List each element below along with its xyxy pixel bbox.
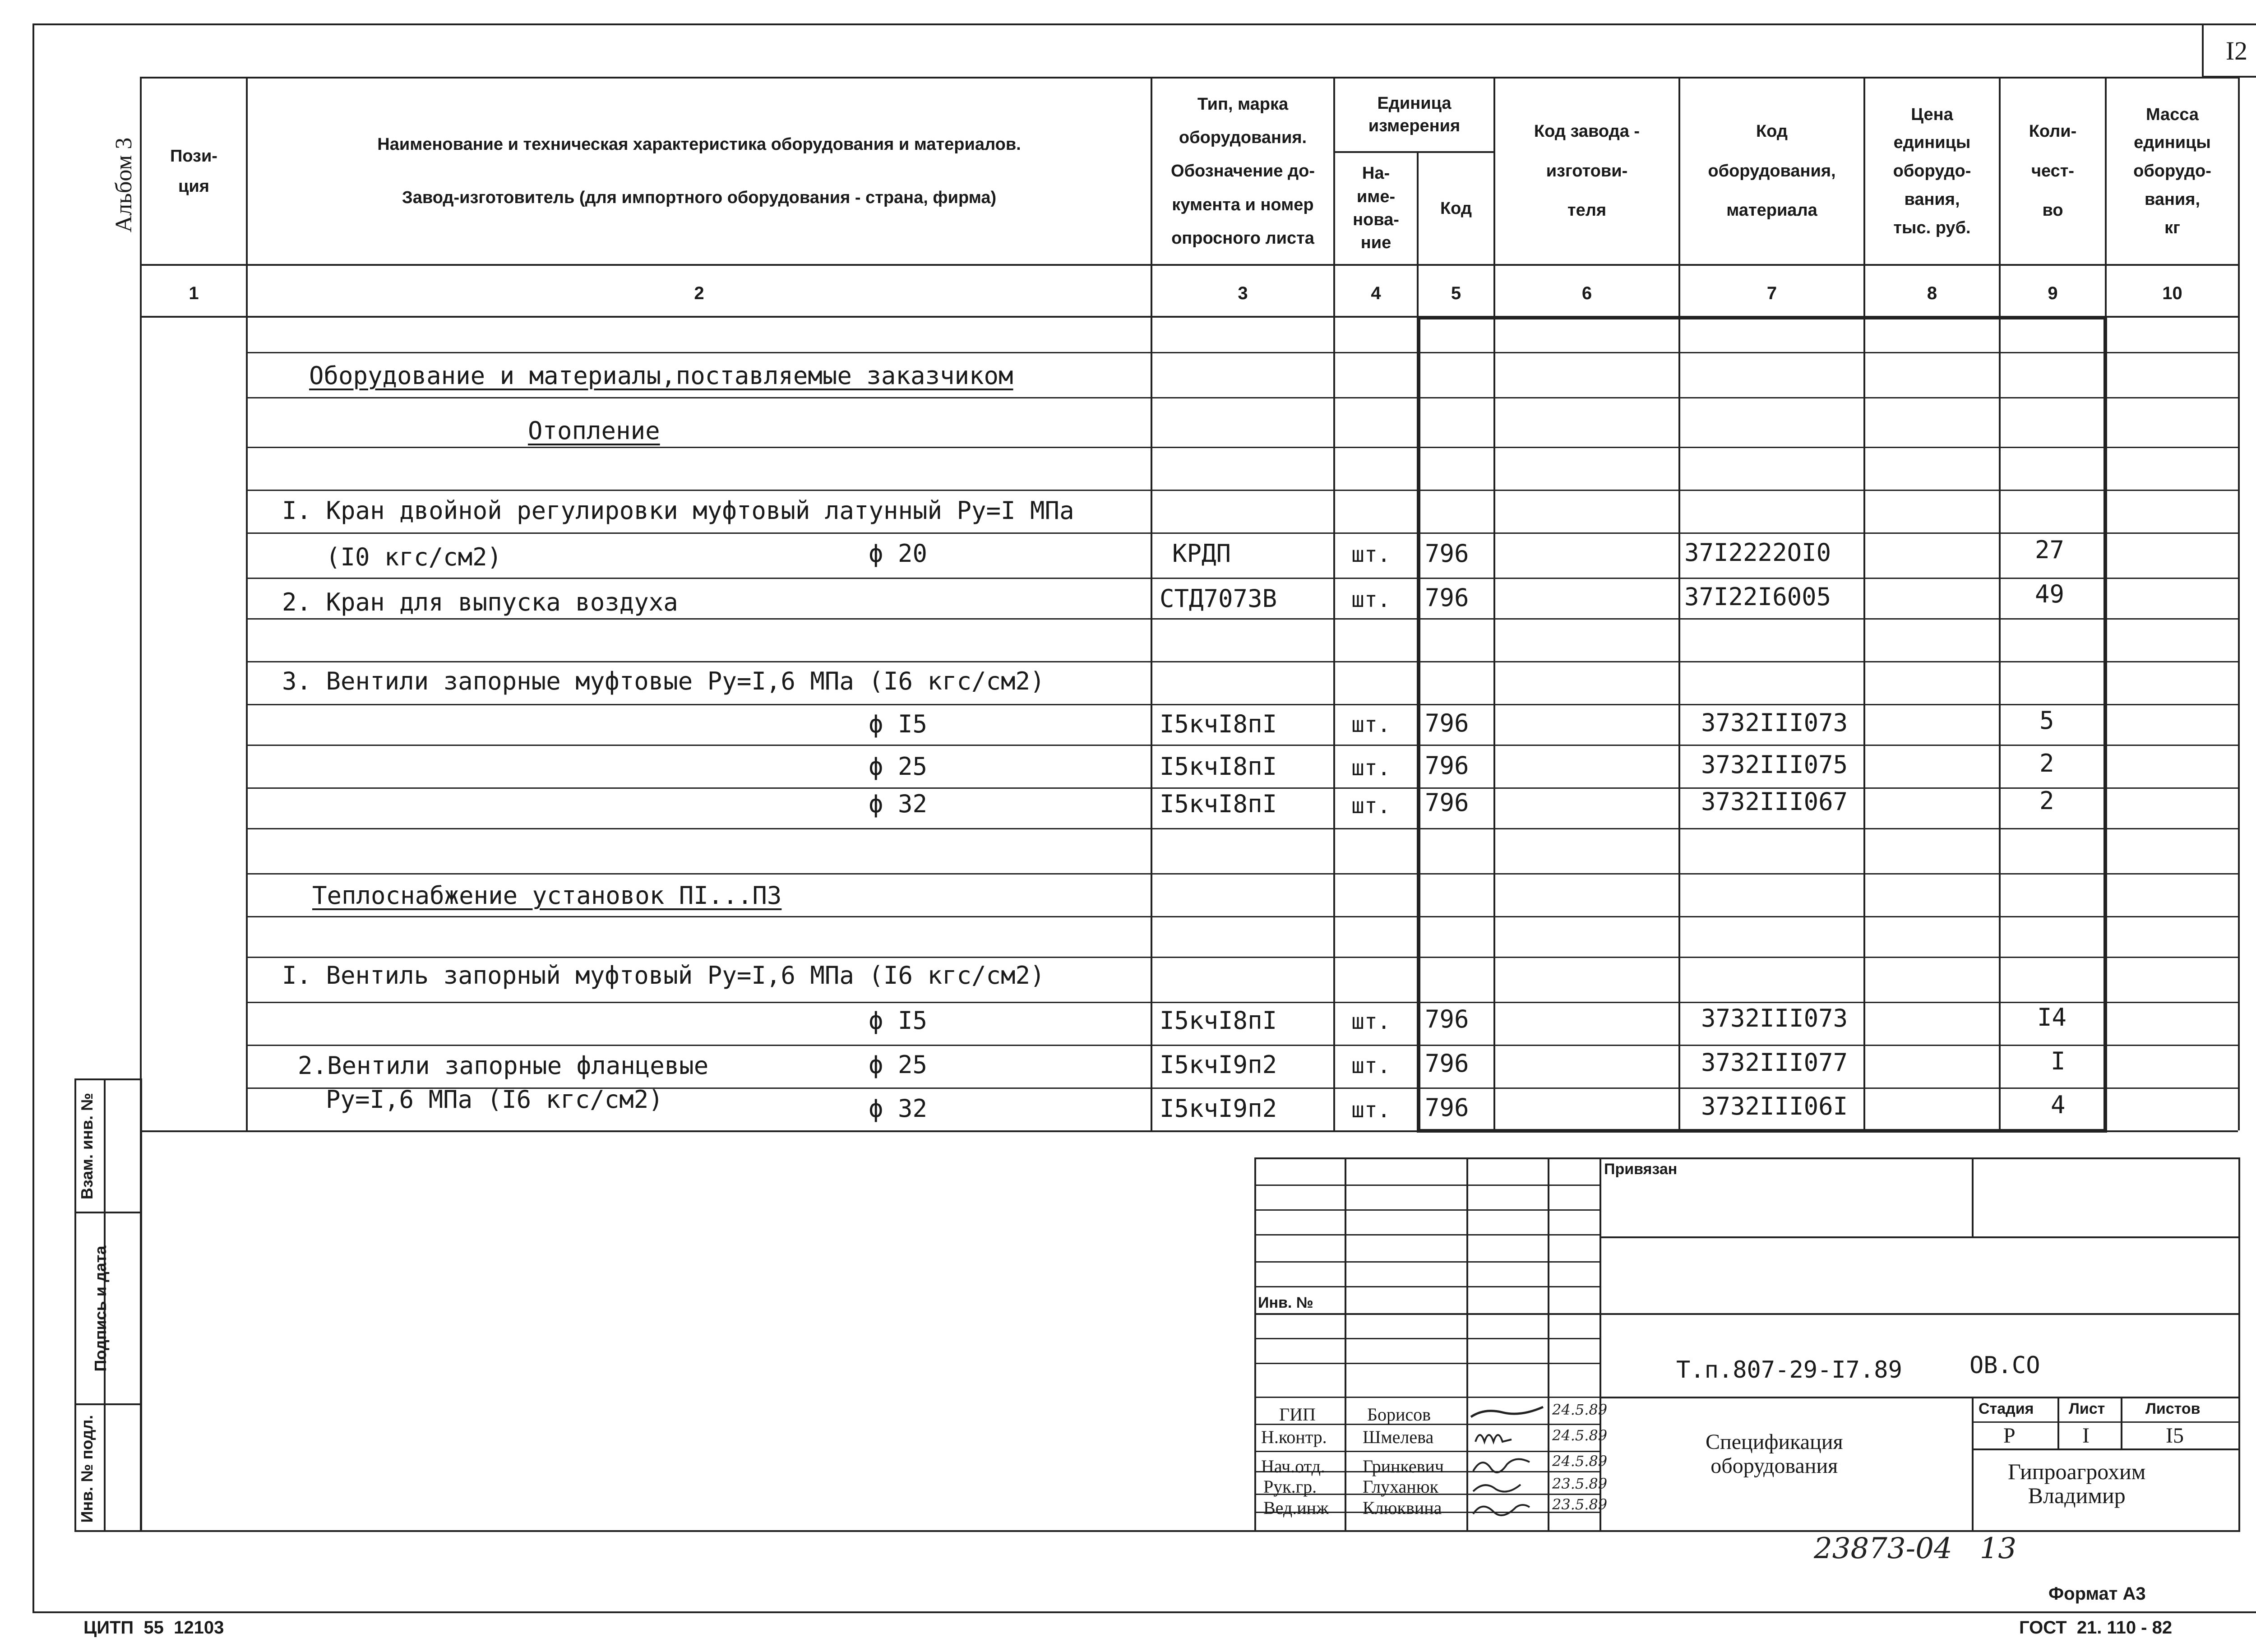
item-type: I5кчI9п2 bbox=[1160, 1094, 1277, 1123]
item-unit: шт. bbox=[1351, 542, 1391, 567]
item-size: ϕ I5 bbox=[869, 1006, 928, 1035]
date-vedinzh: 23.5.89 bbox=[1552, 1496, 1608, 1513]
item-unit: шт. bbox=[1351, 1009, 1391, 1034]
item-material-code: 3732III067 bbox=[1701, 787, 1848, 816]
colnum-3: 3 bbox=[1238, 283, 1248, 303]
format-label: Формат А3 bbox=[2048, 1584, 2146, 1604]
colnum-4: 4 bbox=[1371, 283, 1381, 303]
item-size: ϕ 25 bbox=[869, 1050, 928, 1079]
sheet-value: I bbox=[2082, 1424, 2090, 1448]
item-name: I. Вентиль запорный муфтовый Ру=I,6 МПа (I6 кгс/см2) bbox=[282, 961, 1045, 990]
item-unit-code: 796 bbox=[1425, 1093, 1469, 1122]
privyazan-label: Привязан bbox=[1604, 1161, 1678, 1178]
item-size: ϕ 32 bbox=[869, 1094, 928, 1123]
item-size: ϕ 32 bbox=[869, 790, 928, 818]
archive-number: 23873-04 13 bbox=[1814, 1532, 2017, 1565]
header-price: Цена единицы оборудо- вания, тыс. руб. bbox=[1893, 105, 1971, 237]
name-nkontr: Шмелева bbox=[1363, 1427, 1434, 1447]
item-type: I5кчI8пI bbox=[1160, 790, 1277, 818]
inv-podl-label: Инв. № подл. bbox=[78, 1415, 96, 1523]
item-qty: I bbox=[2051, 1047, 2066, 1075]
item-unit: шт. bbox=[1351, 712, 1391, 737]
item-name: 3. Вентили запорные муфтовые Ру=I,6 МПа (I6 кгс/см2) bbox=[282, 667, 1045, 695]
section-title-heat-supply: Теплоснабжение установок ПI...П3 bbox=[312, 881, 782, 910]
item-qty: 2 bbox=[2039, 749, 2054, 777]
sheets-label: Листов bbox=[2145, 1400, 2201, 1417]
item-name: (I0 кгс/см2) bbox=[326, 543, 502, 571]
role-rukgr: Рук.гр. bbox=[1263, 1476, 1317, 1497]
name-vedinzh: Клюквина bbox=[1363, 1498, 1442, 1518]
name-rukgr: Глуханюк bbox=[1363, 1476, 1439, 1497]
header-unit-name: На- име- нова- ние bbox=[1353, 164, 1399, 253]
spec-title: Спецификация оборудования bbox=[1706, 1430, 1843, 1478]
item-size: ϕ 20 bbox=[869, 539, 928, 568]
date-nachotd: 24.5.89 bbox=[1552, 1453, 1608, 1470]
colnum-7: 7 bbox=[1766, 283, 1777, 303]
doc-suffix: ОВ.СО bbox=[1969, 1352, 2040, 1379]
header-mass: Масса единицы оборудо- вания, кг bbox=[2133, 105, 2211, 237]
item-type: I5кчI9п2 bbox=[1160, 1050, 1277, 1079]
item-name: I. Кран двойной регулировки муфтовый латунный Ру=I МПа bbox=[282, 496, 1074, 525]
item-unit-code: 796 bbox=[1425, 1049, 1469, 1078]
header-unit-group: Единица измерения bbox=[1368, 94, 1461, 135]
role-nkontr: Н.контр. bbox=[1261, 1427, 1327, 1447]
item-type: I5кчI8пI bbox=[1160, 710, 1277, 738]
sheet-number: I2 bbox=[2202, 25, 2256, 78]
item-material-code: 37I2222OI0 bbox=[1684, 538, 1831, 567]
colnum-2: 2 bbox=[694, 283, 704, 303]
date-gip: 24.5.89 bbox=[1552, 1401, 1608, 1418]
item-unit-code: 796 bbox=[1425, 583, 1469, 612]
sheets-value: I5 bbox=[2166, 1424, 2184, 1448]
item-unit-code: 796 bbox=[1425, 539, 1469, 568]
header-position: Пози- ция bbox=[170, 147, 217, 196]
item-type: КРДП bbox=[1172, 539, 1231, 568]
role-vedinzh: Вед.инж bbox=[1263, 1498, 1329, 1518]
item-qty: 49 bbox=[2035, 580, 2065, 608]
item-name: 2. Кран для выпуска воздуха bbox=[282, 588, 678, 616]
item-type: СТД7073В bbox=[1160, 584, 1277, 613]
role-gip: ГИП bbox=[1279, 1404, 1316, 1425]
item-type: I5кчI8пI bbox=[1160, 1006, 1277, 1035]
item-unit: шт. bbox=[1351, 1053, 1391, 1078]
footer-left: ЦИТП 55 12103 bbox=[83, 1618, 224, 1638]
header-factory-code: Код завода - изготови- теля bbox=[1534, 122, 1640, 220]
item-material-code: 3732III077 bbox=[1701, 1048, 1848, 1077]
item-qty: 5 bbox=[2039, 706, 2054, 735]
name-gip: Борисов bbox=[1367, 1404, 1431, 1425]
colnum-6: 6 bbox=[1581, 283, 1592, 303]
colnum-5: 5 bbox=[1451, 283, 1461, 303]
sheet-label: Лист bbox=[2069, 1400, 2105, 1417]
colnum-9: 9 bbox=[2048, 283, 2058, 303]
colnum-10: 10 bbox=[2162, 283, 2182, 303]
podpis-data-label: Подпись и дата bbox=[91, 1245, 110, 1372]
item-name: 2.Вентили запорные фланцевые bbox=[298, 1051, 709, 1080]
item-unit: шт. bbox=[1351, 1097, 1391, 1123]
item-material-code: 3732III06I bbox=[1701, 1092, 1848, 1120]
item-material-code: 37I22I6005 bbox=[1684, 583, 1831, 611]
header-type: Тип, марка оборудования. Обозначение до- кумента и номер опросного листа bbox=[1171, 95, 1315, 248]
item-name: Ру=I,6 МПа (I6 кгс/см2) bbox=[326, 1085, 663, 1114]
header-name: Наименование и техническая характеристика оборудования и материалов. Завод-изготовитель (для импортного оборудования - страна, фирма) bbox=[377, 134, 1021, 207]
colnum-1: 1 bbox=[189, 283, 199, 303]
item-qty: I4 bbox=[2037, 1003, 2067, 1032]
section-title-heating: Отопление bbox=[528, 416, 660, 445]
header-quantity: Коли- чест- во bbox=[2029, 122, 2077, 220]
stage-label: Стадия bbox=[1979, 1400, 2034, 1417]
colnum-8: 8 bbox=[1927, 283, 1937, 303]
item-material-code: 3732III073 bbox=[1701, 708, 1848, 737]
role-nachotd: Нач.отд. bbox=[1261, 1456, 1325, 1476]
header-material-code: Код оборудования, материала bbox=[1708, 122, 1836, 220]
item-unit-code: 796 bbox=[1425, 709, 1469, 737]
date-nkontr: 24.5.89 bbox=[1552, 1427, 1608, 1444]
section-title-customer: Оборудование и материалы,поставляемые заказчиком bbox=[309, 361, 1013, 390]
footer-right: ГОСТ 21. 110 - 82 bbox=[2019, 1618, 2173, 1638]
item-unit-code: 796 bbox=[1425, 788, 1469, 817]
item-unit-code: 796 bbox=[1425, 751, 1469, 780]
item-unit-code: 796 bbox=[1425, 1005, 1469, 1033]
item-material-code: 3732III073 bbox=[1701, 1004, 1848, 1032]
date-rukgr: 23.5.89 bbox=[1552, 1475, 1608, 1492]
item-size: ϕ 25 bbox=[869, 752, 928, 781]
item-type: I5кчI8пI bbox=[1160, 752, 1277, 781]
album-label: Альбом 3 bbox=[111, 137, 137, 233]
item-unit: шт. bbox=[1351, 793, 1391, 819]
stage-value: Р bbox=[2003, 1424, 2016, 1448]
header-unit-code: Код bbox=[1440, 199, 1472, 218]
item-qty: 2 bbox=[2039, 787, 2054, 815]
vzam-inv-label: Взам. инв. № bbox=[78, 1092, 96, 1200]
inv-no-label: Инв. № bbox=[1258, 1294, 1313, 1311]
doc-code: Т.п.807-29-I7.89 bbox=[1676, 1356, 1902, 1384]
signature-scribbles bbox=[1466, 1399, 1550, 1532]
item-qty: 4 bbox=[2051, 1091, 2066, 1119]
name-nachotd: Гринкевич bbox=[1363, 1456, 1444, 1476]
organization: Гипроагрохим Владимир bbox=[2008, 1459, 2146, 1508]
item-qty: 27 bbox=[2035, 536, 2065, 564]
item-unit: шт. bbox=[1351, 587, 1391, 612]
item-unit: шт. bbox=[1351, 755, 1391, 781]
item-material-code: 3732III075 bbox=[1701, 750, 1848, 779]
item-size: ϕ I5 bbox=[869, 710, 928, 738]
